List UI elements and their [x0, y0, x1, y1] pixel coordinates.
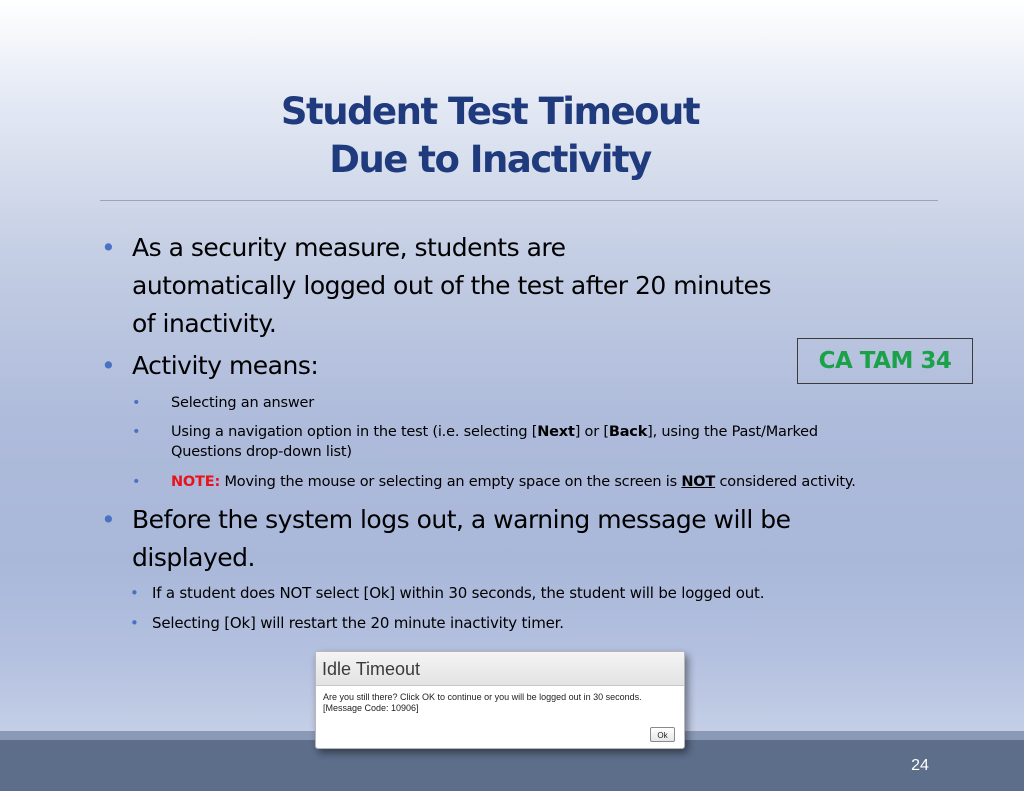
- bullet-text: Using a navigation option in the test (i.e. selecting [: [171, 424, 538, 440]
- bullet-dot-icon: •: [132, 395, 141, 411]
- bullet-text: of inactivity.: [132, 309, 277, 338]
- bullet-text: Before the system logs out, a warning message will be: [132, 505, 791, 534]
- sub-bullet-restart-timer: Selecting [Ok] will restart the 20 minute inactivity timer.: [152, 614, 564, 632]
- bullet-activity-means: Activity means:: [132, 351, 319, 380]
- bullet-text: As a security measure, students are: [132, 233, 566, 262]
- dialog-message: Are you still there? Click OK to continue or you will be logged out in 30 seconds. [Message Code: 10906]: [323, 692, 642, 713]
- tam-reference-badge: CA TAM 34: [797, 338, 973, 384]
- title-line-2: Due to Inactivity: [329, 138, 651, 181]
- page-number: 24: [911, 757, 929, 774]
- bullet-dot-icon: •: [101, 505, 116, 534]
- dialog-title: Idle Timeout: [316, 652, 684, 686]
- title-line-1: Student Test Timeout: [280, 90, 700, 133]
- next-label: Next: [537, 424, 575, 440]
- bullet-text: ] or [: [574, 424, 609, 440]
- bullet-warning-message: [132, 501, 952, 577]
- bullet-dot-icon: •: [130, 584, 139, 602]
- sub-bullet-navigation: [171, 422, 941, 462]
- bullet-text: ], using the Past/Marked: [647, 424, 818, 440]
- bullet-dot-icon: •: [132, 474, 141, 490]
- not-emphasis: NOT: [681, 474, 716, 490]
- back-label: Back: [608, 424, 648, 440]
- bullet-text: Questions drop-down list): [171, 444, 352, 460]
- bullet-dot-icon: •: [101, 351, 116, 380]
- bullet-dot-icon: •: [132, 424, 141, 440]
- ok-button[interactable]: Ok: [650, 727, 675, 742]
- bullet-text: considered activity.: [715, 474, 856, 490]
- bullet-dot-icon: •: [101, 233, 116, 262]
- sub-bullet-selecting-answer: Selecting an answer: [171, 395, 315, 411]
- bullet-dot-icon: •: [130, 614, 139, 632]
- idle-timeout-dialog: [315, 651, 685, 749]
- bullet-text: displayed.: [132, 543, 255, 572]
- sub-bullet-note: [171, 472, 961, 492]
- bullet-text: Moving the mouse or selecting an empty space on the screen is: [220, 474, 682, 490]
- bullet-text: automatically logged out of the test after 20 minutes: [132, 271, 771, 300]
- title-divider: [100, 200, 938, 201]
- sub-bullet-not-select-ok: If a student does NOT select [Ok] within 30 seconds, the student will be logged out.: [152, 584, 765, 602]
- note-label: NOTE:: [171, 474, 221, 490]
- slide-title: [100, 88, 880, 184]
- bullet-security-measure: [132, 229, 892, 343]
